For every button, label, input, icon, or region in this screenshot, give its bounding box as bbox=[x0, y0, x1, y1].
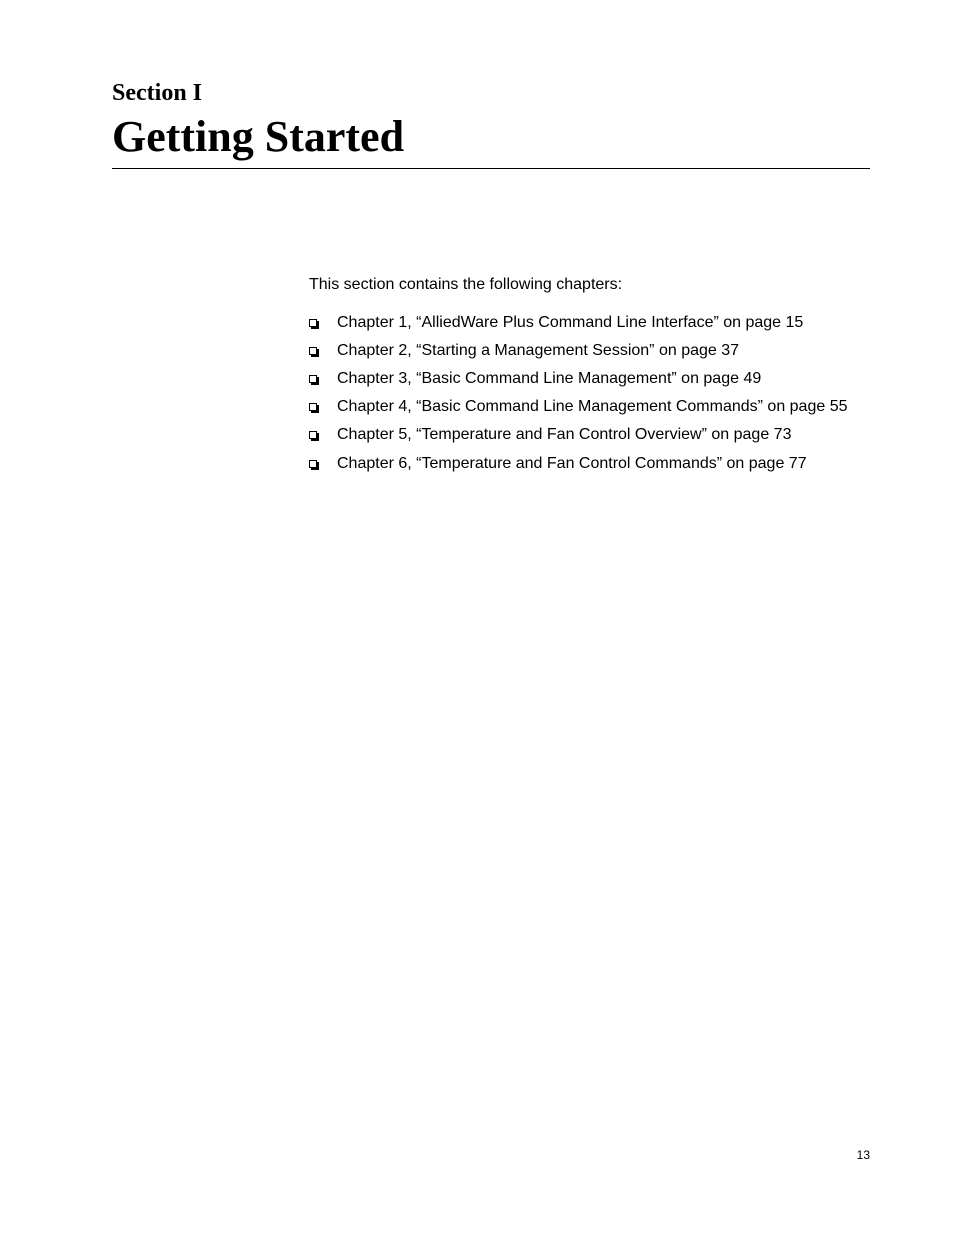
intro-text: This section contains the following chapters: bbox=[309, 276, 623, 293]
chapter-list-item bbox=[309, 341, 864, 361]
checkbox-bullet-icon bbox=[309, 460, 317, 468]
checkbox-bullet-icon bbox=[309, 319, 317, 327]
chapter-list-item bbox=[309, 313, 864, 333]
chapter-list-item bbox=[309, 369, 864, 389]
title-divider bbox=[112, 168, 870, 169]
chapter-link[interactable]: Chapter 2, “Starting a Management Session” on page 37 bbox=[337, 342, 740, 359]
page-number: 13 bbox=[856, 1148, 870, 1162]
chapter-list-item bbox=[309, 397, 864, 417]
checkbox-bullet-icon bbox=[309, 375, 317, 383]
chapter-link[interactable]: Chapter 3, “Basic Command Line Management” on page 49 bbox=[337, 370, 762, 387]
section-label: Section I bbox=[112, 80, 202, 106]
checkbox-bullet-icon bbox=[309, 347, 317, 355]
chapter-list-item bbox=[309, 425, 864, 445]
chapter-link[interactable]: Chapter 4, “Basic Command Line Management Commands” on page 55 bbox=[337, 398, 848, 415]
chapter-link[interactable]: Chapter 1, “AlliedWare Plus Command Line Interface” on page 15 bbox=[337, 314, 804, 331]
chapter-list bbox=[309, 313, 864, 482]
chapter-link[interactable]: Chapter 5, “Temperature and Fan Control Overview” on page 73 bbox=[337, 426, 792, 443]
chapter-list-item bbox=[309, 454, 864, 474]
checkbox-bullet-icon bbox=[309, 403, 317, 411]
page-title: Getting Started bbox=[112, 112, 405, 161]
chapter-link[interactable]: Chapter 6, “Temperature and Fan Control Commands” on page 77 bbox=[337, 455, 807, 472]
checkbox-bullet-icon bbox=[309, 431, 317, 439]
